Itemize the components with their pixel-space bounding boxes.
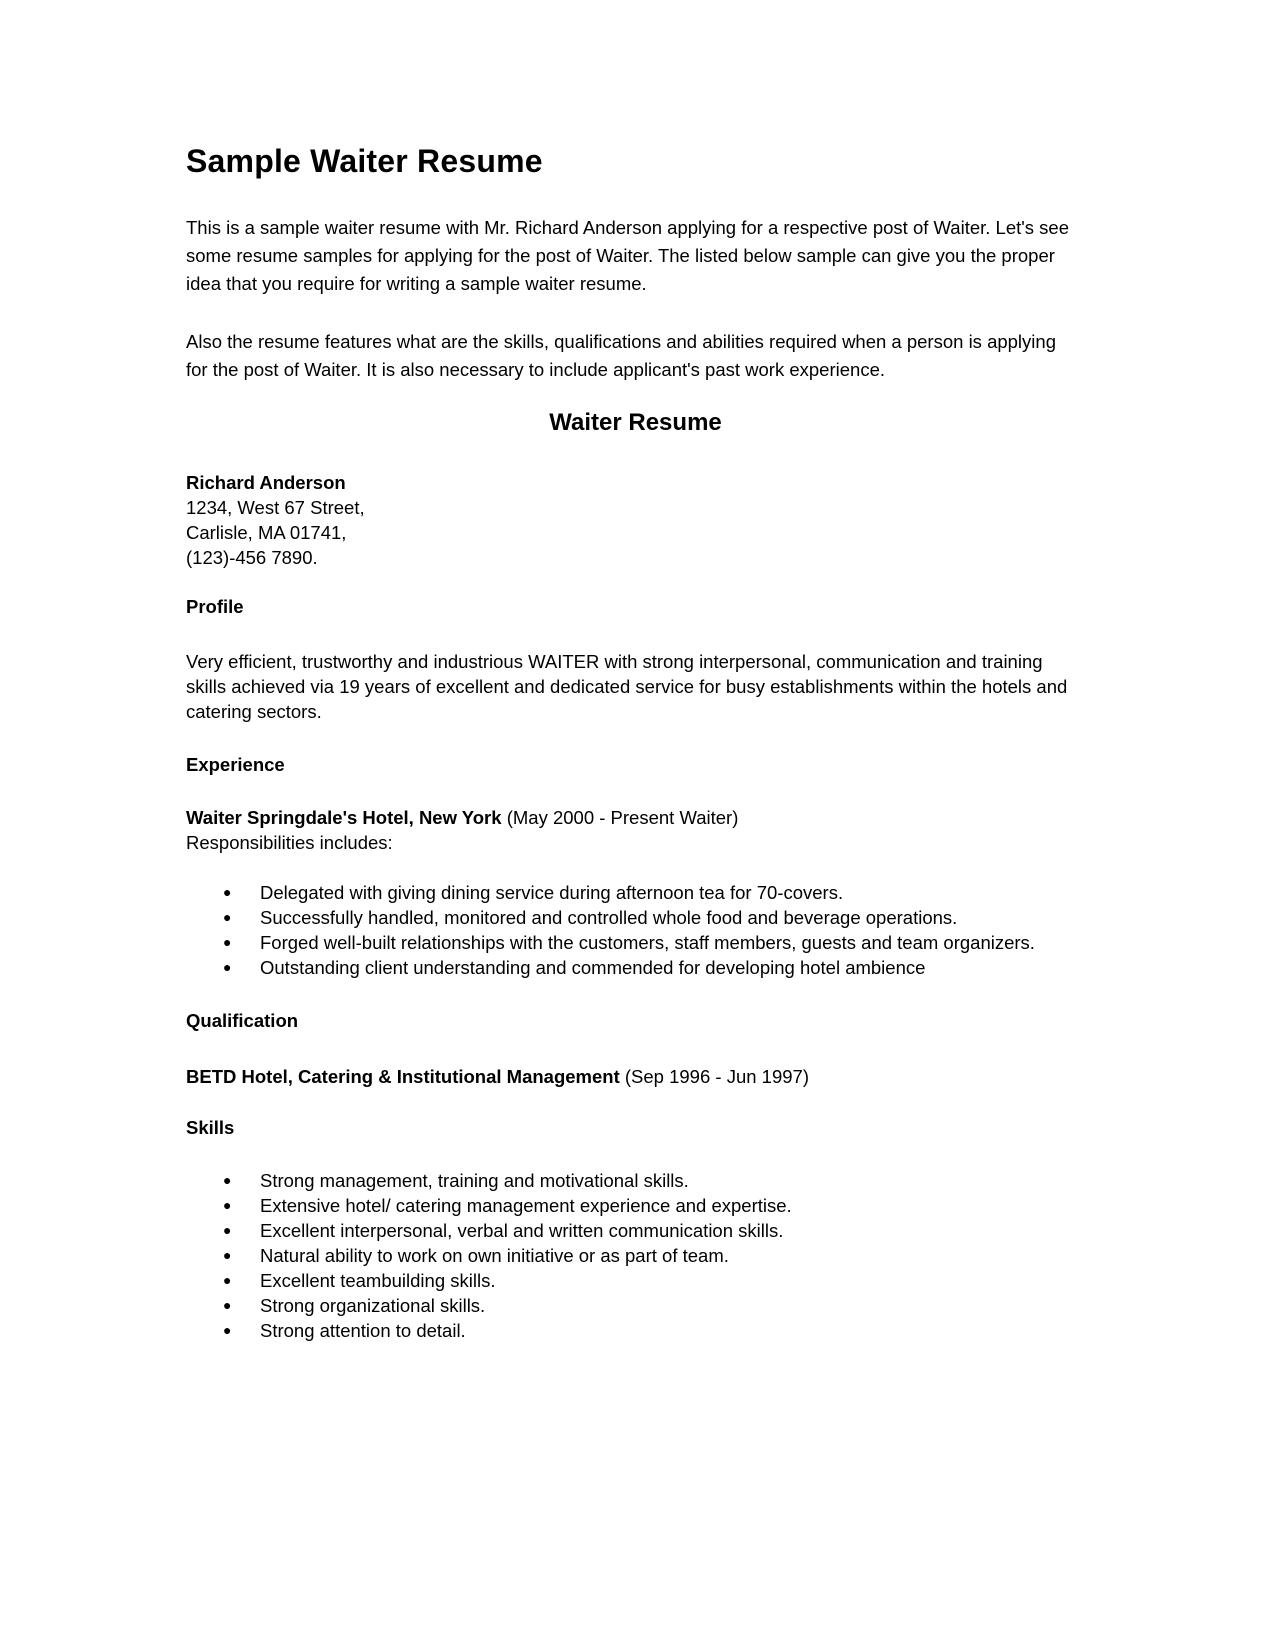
contact-phone: (123)-456 7890. bbox=[186, 547, 318, 568]
skills-heading: Skills bbox=[186, 1117, 235, 1138]
profile-paragraph bbox=[186, 649, 1067, 724]
list-item bbox=[186, 1293, 792, 1318]
bullet-icon: ● bbox=[223, 1272, 232, 1288]
bullet-icon: ● bbox=[223, 1172, 232, 1188]
job-title: Waiter Springdale's Hotel, New York bbox=[186, 807, 502, 828]
contact-block bbox=[186, 470, 365, 570]
intro-line: idea that you require for writing a sample waiter resume. bbox=[186, 273, 647, 294]
features-line: Also the resume features what are the skills, qualifications and abilities required when a person is applying bbox=[186, 331, 1056, 352]
job-period: (May 2000 - Present Waiter) bbox=[501, 807, 739, 828]
list-item-text: Successfully handled, monitored and controlled whole food and beverage operations. bbox=[260, 907, 958, 928]
bullet-icon: ● bbox=[223, 884, 232, 900]
list-item-text: Delegated with giving dining service during afternoon tea for 70-covers. bbox=[260, 882, 844, 903]
responsibilities-label: Responsibilities includes: bbox=[186, 832, 393, 853]
contact-address-line-1: 1234, West 67 Street, bbox=[186, 497, 365, 518]
profile-line: catering sectors. bbox=[186, 701, 322, 722]
list-item bbox=[186, 905, 1035, 930]
list-item bbox=[186, 930, 1035, 955]
bullet-icon: ● bbox=[223, 1297, 232, 1313]
list-item-text: Strong attention to detail. bbox=[260, 1320, 466, 1341]
list-item bbox=[186, 955, 1035, 980]
qualification-period: (Sep 1996 - Jun 1997) bbox=[619, 1066, 809, 1087]
list-item-text: Extensive hotel/ catering management experience and expertise. bbox=[260, 1195, 792, 1216]
skills-list bbox=[186, 1168, 792, 1343]
list-item-text: Natural ability to work on own initiative or as part of team. bbox=[260, 1245, 729, 1266]
qualification-line bbox=[186, 1064, 809, 1089]
experience-heading: Experience bbox=[186, 754, 285, 775]
qualification-heading: Qualification bbox=[186, 1010, 299, 1031]
profile-line: Very efficient, trustworthy and industrious WAITER with strong interpersonal, communication and training bbox=[186, 651, 1043, 672]
profile-line: skills achieved via 19 years of excellent and dedicated service for busy establishments within the hotels and bbox=[186, 676, 1068, 697]
bullet-icon: ● bbox=[223, 934, 232, 950]
features-line: for the post of Waiter. It is also necessary to include applicant's past work experience. bbox=[186, 359, 885, 380]
page-title: Sample Waiter Resume bbox=[186, 143, 543, 179]
list-item bbox=[186, 1193, 792, 1218]
bullet-icon: ● bbox=[223, 1322, 232, 1338]
intro-paragraph bbox=[186, 214, 1069, 298]
list-item-text: Forged well-built relationships with the customers, staff members, guests and team organizers. bbox=[260, 932, 1035, 953]
bullet-icon: ● bbox=[223, 909, 232, 925]
list-item-text: Excellent interpersonal, verbal and written communication skills. bbox=[260, 1220, 784, 1241]
job-block bbox=[186, 805, 738, 855]
list-item-text: Outstanding client understanding and commended for developing hotel ambience bbox=[260, 957, 926, 978]
list-item bbox=[186, 1168, 792, 1193]
list-item-text: Excellent teambuilding skills. bbox=[260, 1270, 496, 1291]
responsibilities-list bbox=[186, 880, 1035, 980]
intro-line: some resume samples for applying for the post of Waiter. The listed below sample can give you the proper bbox=[186, 245, 1055, 266]
qualification-degree: BETD Hotel, Catering & Institutional Management bbox=[186, 1066, 620, 1087]
list-item bbox=[186, 1218, 792, 1243]
bullet-icon: ● bbox=[223, 1222, 232, 1238]
bullet-icon: ● bbox=[223, 1247, 232, 1263]
profile-heading: Profile bbox=[186, 596, 244, 617]
list-item bbox=[186, 880, 1035, 905]
list-item bbox=[186, 1243, 792, 1268]
bullet-icon: ● bbox=[223, 1197, 232, 1213]
list-item-text: Strong management, training and motivational skills. bbox=[260, 1170, 689, 1191]
resume-title: Waiter Resume bbox=[549, 409, 722, 436]
list-item bbox=[186, 1318, 792, 1343]
features-paragraph bbox=[186, 328, 1056, 384]
contact-name: Richard Anderson bbox=[186, 472, 346, 493]
list-item bbox=[186, 1268, 792, 1293]
job-line bbox=[186, 805, 738, 830]
list-item-text: Strong organizational skills. bbox=[260, 1295, 486, 1316]
bullet-icon: ● bbox=[223, 959, 232, 975]
intro-line: This is a sample waiter resume with Mr. Richard Anderson applying for a respective post of Waiter. Let's see bbox=[186, 217, 1070, 238]
contact-address-line-2: Carlisle, MA 01741, bbox=[186, 522, 347, 543]
